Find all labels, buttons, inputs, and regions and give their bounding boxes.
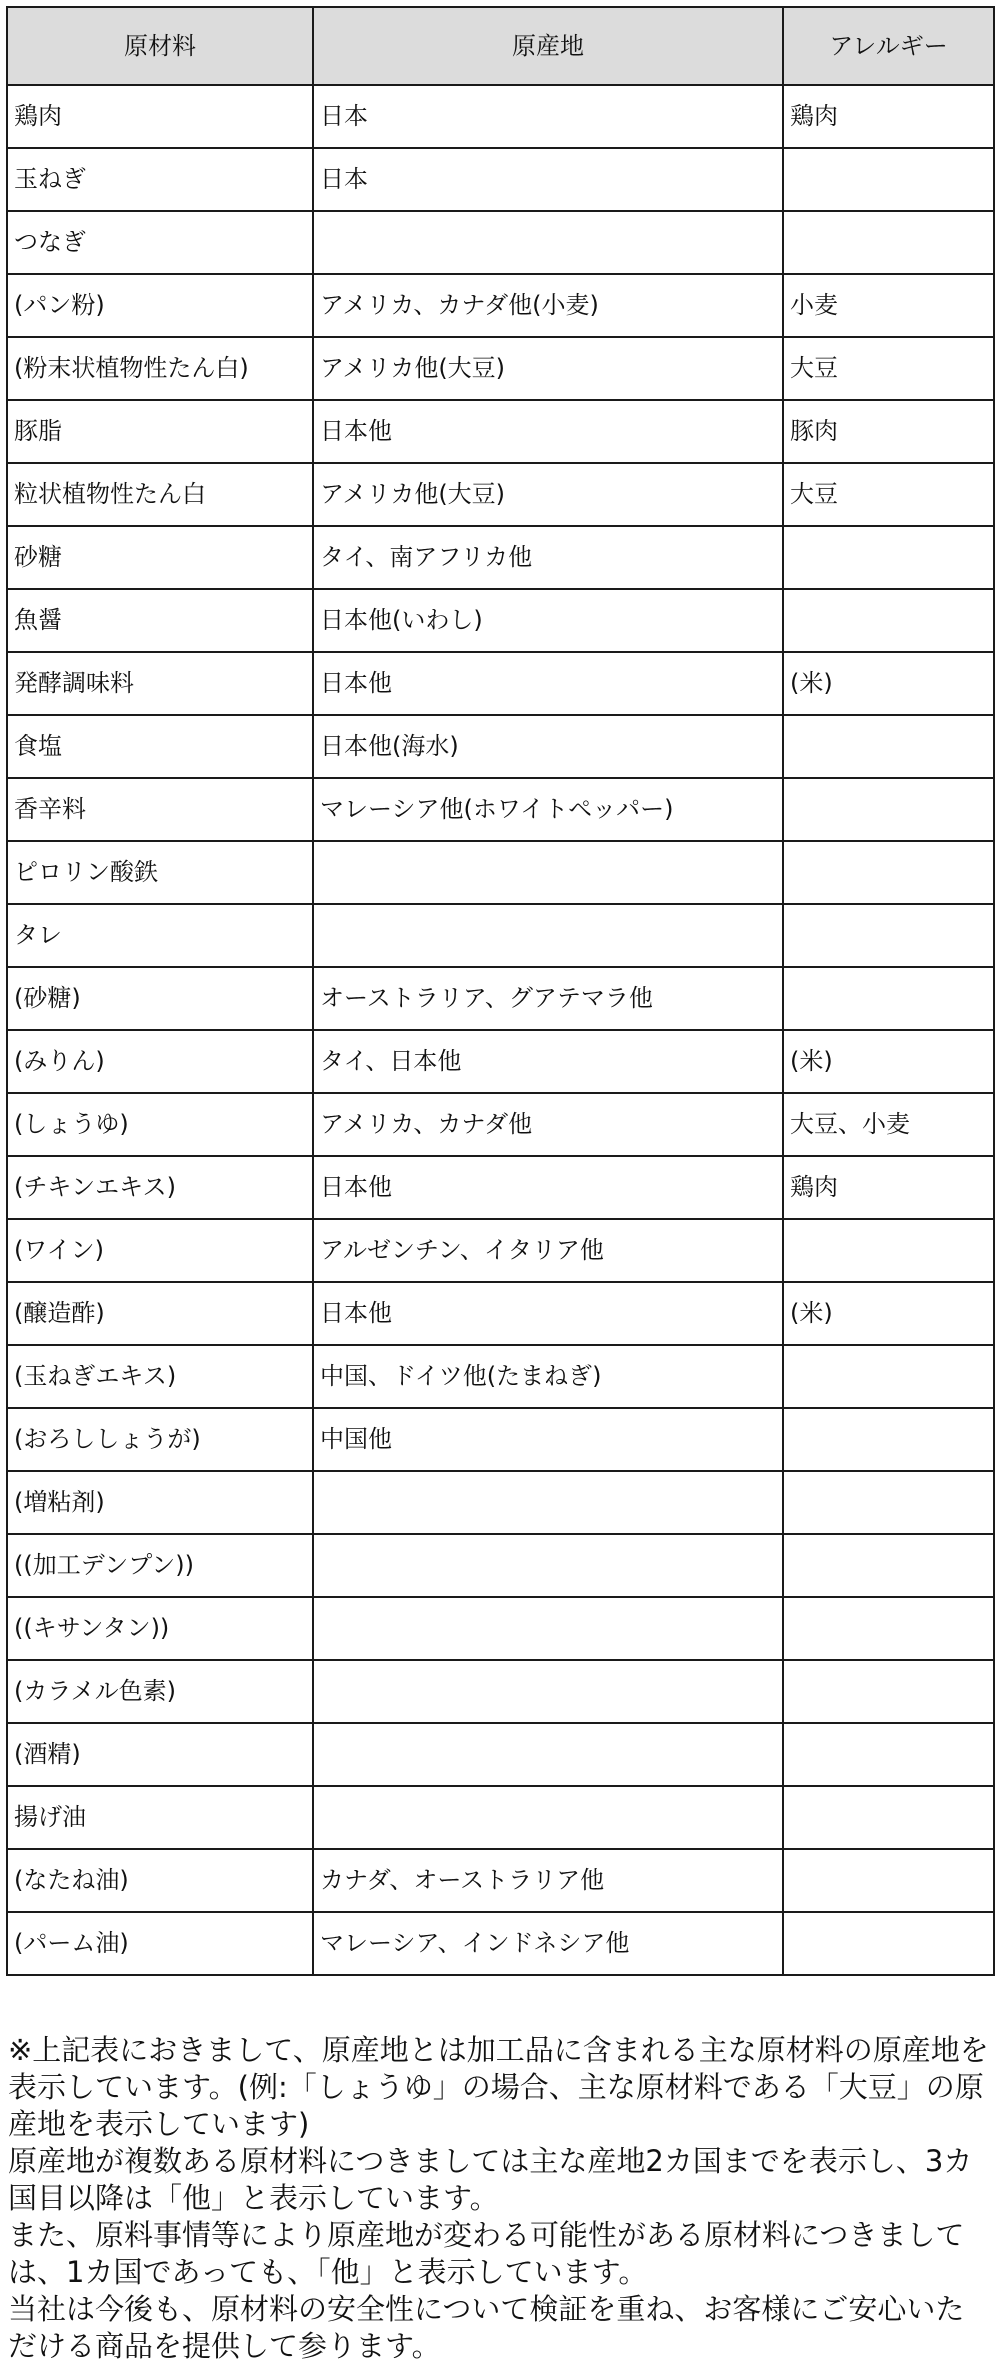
- table-row: [7, 778, 994, 841]
- allergen-cell: [783, 148, 994, 211]
- ingredient-cell: (増粘剤): [7, 1471, 313, 1534]
- table-row: [7, 85, 994, 148]
- ingredient-cell: ピロリン酸鉄: [7, 841, 313, 904]
- allergen-cell: [783, 1597, 994, 1660]
- allergen-cell: 小麦: [783, 274, 994, 337]
- table-row: [7, 904, 994, 967]
- ingredient-cell: (おろししょうが): [7, 1408, 313, 1471]
- header-origin: 原産地: [313, 7, 783, 85]
- allergen-cell: [783, 1471, 994, 1534]
- table-row: [7, 715, 994, 778]
- allergen-cell: [783, 211, 994, 274]
- origin-cell: [313, 1471, 783, 1534]
- origin-cell: [313, 1723, 783, 1786]
- allergen-cell: [783, 1912, 994, 1975]
- table-body: [7, 85, 994, 1975]
- origin-cell: [313, 1534, 783, 1597]
- ingredient-cell: 魚醤: [7, 589, 313, 652]
- ingredient-cell: (粉末状植物性たん白): [7, 337, 313, 400]
- origin-cell: アメリカ、カナダ他: [313, 1093, 783, 1156]
- origin-cell: アメリカ他(大豆): [313, 463, 783, 526]
- ingredient-cell: 食塩: [7, 715, 313, 778]
- table-row: [7, 1156, 994, 1219]
- origin-cell: 日本他: [313, 1282, 783, 1345]
- origin-cell: 日本: [313, 85, 783, 148]
- footnote-paragraph: ※上記表におきまして、原産地とは加工品に含まれる主な原材料の原産地を表示しています。(例:「しょうゆ」の場合、主な原材料である「大豆」の原産地を表示しています): [8, 2033, 989, 2141]
- allergen-cell: [783, 967, 994, 1030]
- ingredient-cell: 砂糖: [7, 526, 313, 589]
- table-row: [7, 1408, 994, 1471]
- origin-cell: [313, 211, 783, 274]
- table-row: [7, 337, 994, 400]
- allergen-cell: [783, 778, 994, 841]
- allergen-cell: 大豆: [783, 337, 994, 400]
- footnote-paragraph: 当社は今後も、原材料の安全性について検証を重ね、お客様にご安心いただける商品を提供して参ります。: [8, 2292, 965, 2363]
- origin-cell: 日本他: [313, 652, 783, 715]
- ingredient-cell: (パン粉): [7, 274, 313, 337]
- origin-cell: オーストラリア、グアテマラ他: [313, 967, 783, 1030]
- origin-cell: [313, 841, 783, 904]
- origin-cell: アルゼンチン、イタリア他: [313, 1219, 783, 1282]
- allergen-cell: 豚肉: [783, 400, 994, 463]
- ingredient-cell: (しょうゆ): [7, 1093, 313, 1156]
- allergen-cell: 大豆: [783, 463, 994, 526]
- allergen-cell: [783, 1408, 994, 1471]
- allergen-cell: [783, 1786, 994, 1849]
- table-row: [7, 1471, 994, 1534]
- allergen-cell: [783, 1219, 994, 1282]
- ingredient-cell: (玉ねぎエキス): [7, 1345, 313, 1408]
- allergen-cell: [783, 1849, 994, 1912]
- origin-cell: [313, 1660, 783, 1723]
- table-row: [7, 1534, 994, 1597]
- ingredient-cell: (ワイン): [7, 1219, 313, 1282]
- origin-cell: [313, 1597, 783, 1660]
- ingredient-cell: 鶏肉: [7, 85, 313, 148]
- table-row: [7, 652, 994, 715]
- origin-cell: タイ、南アフリカ他: [313, 526, 783, 589]
- ingredient-cell: (酒精): [7, 1723, 313, 1786]
- allergen-cell: [783, 715, 994, 778]
- header-row: [7, 7, 994, 85]
- ingredient-cell: タレ: [7, 904, 313, 967]
- ingredient-cell: (みりん): [7, 1030, 313, 1093]
- table-row: [7, 1282, 994, 1345]
- ingredient-cell: 玉ねぎ: [7, 148, 313, 211]
- allergen-cell: [783, 1345, 994, 1408]
- table-row: [7, 1660, 994, 1723]
- footnotes: [8, 2032, 993, 2365]
- ingredient-cell: (チキンエキス): [7, 1156, 313, 1219]
- table-row: [7, 1345, 994, 1408]
- allergen-cell: 鶏肉: [783, 1156, 994, 1219]
- table-header: [7, 7, 994, 85]
- origin-cell: カナダ、オーストラリア他: [313, 1849, 783, 1912]
- origin-cell: アメリカ、カナダ他(小麦): [313, 274, 783, 337]
- ingredient-cell: 発酵調味料: [7, 652, 313, 715]
- table-row: [7, 274, 994, 337]
- table-row: [7, 1597, 994, 1660]
- origin-cell: 日本他: [313, 400, 783, 463]
- table-row: [7, 400, 994, 463]
- origin-cell: 中国、ドイツ他(たまねぎ): [313, 1345, 783, 1408]
- ingredient-cell: 粒状植物性たん白: [7, 463, 313, 526]
- origin-cell: マレーシア他(ホワイトペッパー): [313, 778, 783, 841]
- origin-cell: [313, 904, 783, 967]
- allergen-cell: [783, 1534, 994, 1597]
- origin-cell: 日本他(海水): [313, 715, 783, 778]
- ingredient-cell: ((キサンタン)): [7, 1597, 313, 1660]
- allergen-cell: 大豆、小麦: [783, 1093, 994, 1156]
- allergen-cell: [783, 904, 994, 967]
- table-row: [7, 967, 994, 1030]
- allergen-cell: (米): [783, 1030, 994, 1093]
- ingredient-origin-table-container: [6, 6, 993, 1976]
- table-row: [7, 1786, 994, 1849]
- table-row: [7, 1912, 994, 1975]
- origin-cell: [313, 1786, 783, 1849]
- table-row: [7, 1849, 994, 1912]
- allergen-cell: [783, 841, 994, 904]
- allergen-cell: (米): [783, 1282, 994, 1345]
- ingredient-cell: (砂糖): [7, 967, 313, 1030]
- ingredient-cell: 香辛料: [7, 778, 313, 841]
- origin-cell: 日本他(いわし): [313, 589, 783, 652]
- ingredient-cell: (なたね油): [7, 1849, 313, 1912]
- footnote-paragraph: 原産地が複数ある原材料につきましては主な産地2カ国までを表示し、3カ国目以降は「他」と表示しています。: [8, 2144, 973, 2215]
- origin-cell: タイ、日本他: [313, 1030, 783, 1093]
- ingredient-cell: (パーム油): [7, 1912, 313, 1975]
- allergen-cell: (米): [783, 652, 994, 715]
- footnote-paragraph: また、原料事情等により原産地が変わる可能性がある原材料につきましては、1カ国であっても、「他」と表示しています。: [8, 2218, 965, 2289]
- allergen-cell: 鶏肉: [783, 85, 994, 148]
- ingredient-cell: ((加工デンプン)): [7, 1534, 313, 1597]
- allergen-cell: [783, 526, 994, 589]
- origin-cell: 日本: [313, 148, 783, 211]
- allergen-cell: [783, 589, 994, 652]
- table-row: [7, 841, 994, 904]
- origin-cell: マレーシア、インドネシア他: [313, 1912, 783, 1975]
- header-ingredient: 原材料: [7, 7, 313, 85]
- ingredient-cell: (醸造酢): [7, 1282, 313, 1345]
- table-row: [7, 1219, 994, 1282]
- table-row: [7, 148, 994, 211]
- table-row: [7, 1093, 994, 1156]
- table-row: [7, 211, 994, 274]
- ingredient-origin-table: [6, 6, 995, 1976]
- origin-cell: 中国他: [313, 1408, 783, 1471]
- ingredient-cell: つなぎ: [7, 211, 313, 274]
- table-row: [7, 1723, 994, 1786]
- ingredient-cell: (カラメル色素): [7, 1660, 313, 1723]
- ingredient-cell: 揚げ油: [7, 1786, 313, 1849]
- header-allergen: アレルギー: [783, 7, 994, 85]
- origin-cell: アメリカ他(大豆): [313, 337, 783, 400]
- allergen-cell: [783, 1660, 994, 1723]
- origin-cell: 日本他: [313, 1156, 783, 1219]
- allergen-cell: [783, 1723, 994, 1786]
- table-row: [7, 463, 994, 526]
- ingredient-cell: 豚脂: [7, 400, 313, 463]
- table-row: [7, 1030, 994, 1093]
- table-row: [7, 526, 994, 589]
- table-row: [7, 589, 994, 652]
